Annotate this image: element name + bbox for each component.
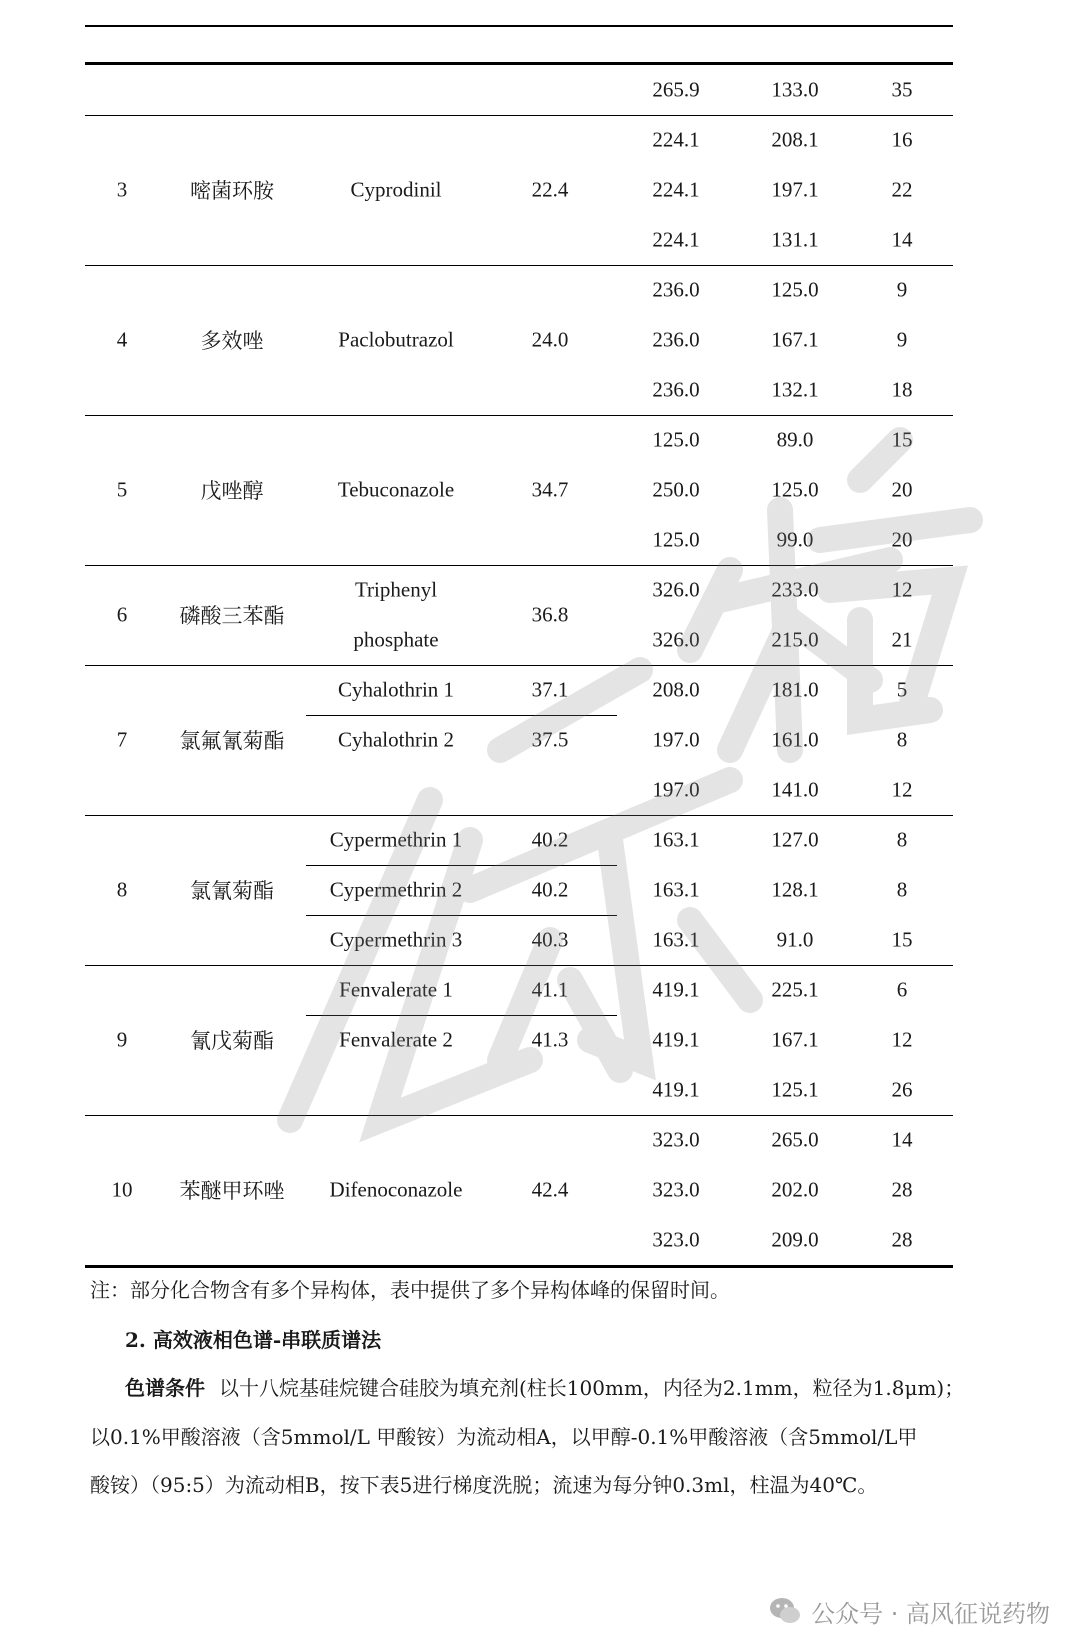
retention-time: 36.8 <box>531 602 569 627</box>
collision-energy: 6 <box>896 977 908 1002</box>
compound-name-en: Paclobutrazol <box>338 327 454 352</box>
row-divider <box>85 415 953 416</box>
compound-number: 4 <box>116 327 128 352</box>
retention-time: 22.4 <box>531 177 569 202</box>
product-ion: 167.1 <box>771 327 819 352</box>
compound-name-cn: 多效唑 <box>200 329 264 353</box>
chromatography-line-3: 酸铵）（95:5）为流动相B，按下表5进行梯度洗脱；流速为每分钟0.3ml，柱温为40℃。 <box>90 1473 878 1497</box>
product-ion: 208.1 <box>771 127 819 152</box>
row-divider <box>85 265 953 266</box>
row-divider <box>85 565 953 566</box>
isomer-divider <box>306 715 617 716</box>
precursor-ion: 163.1 <box>652 927 700 952</box>
compound-name-en: Cyprodinil <box>350 177 442 202</box>
retention-time: 42.4 <box>531 1177 569 1202</box>
product-ion: 125.0 <box>771 477 819 502</box>
product-ion: 128.1 <box>771 877 819 902</box>
product-ion: 225.1 <box>771 977 819 1002</box>
collision-energy: 12 <box>891 1027 913 1052</box>
retention-time: 40.2 <box>531 877 569 902</box>
compound-name-en: phosphate <box>353 627 439 652</box>
precursor-ion: 236.0 <box>652 327 700 352</box>
compound-name-en: Tebuconazole <box>337 477 455 502</box>
collision-energy: 28 <box>891 1227 913 1252</box>
compound-name-en: Cyhalothrin 1 <box>337 677 455 702</box>
product-ion: 161.0 <box>771 727 819 752</box>
compound-number: 8 <box>116 877 128 902</box>
table-note: 注：部分化合物含有多个异构体，表中提供了多个异构体峰的保留时间。 <box>90 1278 730 1302</box>
watermark-stamp <box>170 420 990 1190</box>
table-top-rule <box>85 62 953 65</box>
precursor-ion: 323.0 <box>652 1127 700 1152</box>
compound-number: 6 <box>116 602 128 627</box>
retention-time: 40.3 <box>531 927 569 952</box>
product-ion: 167.1 <box>771 1027 819 1052</box>
collision-energy: 9 <box>896 327 908 352</box>
collision-energy: 15 <box>891 427 913 452</box>
isomer-divider <box>306 915 617 916</box>
collision-energy: 22 <box>891 177 913 202</box>
collision-energy: 14 <box>891 1127 913 1152</box>
compound-name-cn: 苯醚甲环唑 <box>179 1179 285 1203</box>
row-divider <box>85 665 953 666</box>
collision-energy: 8 <box>896 877 908 902</box>
precursor-ion: 208.0 <box>652 677 700 702</box>
precursor-ion: 125.0 <box>652 527 700 552</box>
retention-time: 24.0 <box>531 327 569 352</box>
precursor-ion: 323.0 <box>652 1227 700 1252</box>
section-heading: 2. 高效液相色谱-串联质谱法 <box>125 1328 382 1352</box>
product-ion: 91.0 <box>776 927 814 952</box>
compound-name-en: Cyhalothrin 2 <box>337 727 455 752</box>
table-bottom-rule <box>85 1265 953 1268</box>
row-divider <box>85 1115 953 1116</box>
precursor-ion: 224.1 <box>652 127 700 152</box>
product-ion: 132.1 <box>771 377 819 402</box>
isomer-divider <box>306 865 617 866</box>
product-ion: 125.1 <box>771 1077 819 1102</box>
chromatography-line-1 <box>125 1372 964 1401</box>
precursor-ion: 419.1 <box>652 1027 700 1052</box>
collision-energy: 20 <box>891 477 913 502</box>
compound-number: 3 <box>116 177 128 202</box>
compound-name-cn: 氯氟氰菊酯 <box>179 729 285 753</box>
retention-time: 41.3 <box>531 1027 569 1052</box>
product-ion: 181.0 <box>771 677 819 702</box>
compound-name-en: Fenvalerate 1 <box>339 977 453 1002</box>
compound-name-en: Cypermethrin 1 <box>329 827 463 852</box>
precursor-ion: 224.1 <box>652 227 700 252</box>
precursor-ion: 323.0 <box>652 1177 700 1202</box>
compound-name-en: Difenoconazole <box>329 1177 463 1202</box>
retention-time: 40.2 <box>531 827 569 852</box>
precursor-ion: 419.1 <box>652 1077 700 1102</box>
precursor-ion: 419.1 <box>652 977 700 1002</box>
product-ion: 209.0 <box>771 1227 819 1252</box>
compound-name-cn: 磷酸三苯酯 <box>179 604 285 628</box>
precursor-ion: 250.0 <box>652 477 700 502</box>
collision-energy: 8 <box>896 727 908 752</box>
product-ion: 202.0 <box>771 1177 819 1202</box>
row-divider <box>85 815 953 816</box>
isomer-divider <box>306 1015 617 1016</box>
wechat-text: 公众号 · 高风征说药物 <box>811 1599 1050 1628</box>
compound-name-en: Fenvalerate 2 <box>339 1027 453 1052</box>
collision-energy: 16 <box>891 127 913 152</box>
precursor-ion: 163.1 <box>652 827 700 852</box>
collision-energy: 26 <box>891 1077 913 1102</box>
compound-number: 9 <box>116 1027 128 1052</box>
product-ion: 215.0 <box>771 627 819 652</box>
retention-time: 34.7 <box>531 477 569 502</box>
wechat-icon <box>767 1593 803 1629</box>
collision-energy: 28 <box>891 1177 913 1202</box>
collision-energy: 15 <box>891 927 913 952</box>
product-ion: 127.0 <box>771 827 819 852</box>
collision-energy: 8 <box>896 827 908 852</box>
product-ion: 265.0 <box>771 1127 819 1152</box>
collision-energy: 9 <box>896 277 908 302</box>
precursor-ion: 265.9 <box>652 77 700 102</box>
wechat-badge <box>767 1593 1050 1629</box>
retention-time: 41.1 <box>531 977 569 1002</box>
precursor-ion: 236.0 <box>652 377 700 402</box>
collision-energy: 35 <box>891 77 913 102</box>
collision-energy: 14 <box>891 227 913 252</box>
precursor-ion: 326.0 <box>652 627 700 652</box>
top-rule <box>85 25 953 27</box>
precursor-ion: 163.1 <box>652 877 700 902</box>
compound-name-cn: 氯氰菊酯 <box>190 879 274 903</box>
compound-number: 7 <box>116 727 128 752</box>
collision-energy: 5 <box>896 677 908 702</box>
product-ion: 125.0 <box>771 277 819 302</box>
row-divider <box>85 115 953 116</box>
precursor-ion: 197.0 <box>652 777 700 802</box>
collision-energy: 12 <box>891 777 913 802</box>
compound-number: 5 <box>116 477 128 502</box>
collision-energy: 21 <box>891 627 913 652</box>
collision-energy: 12 <box>891 577 913 602</box>
retention-time: 37.1 <box>531 677 569 702</box>
product-ion: 89.0 <box>776 427 814 452</box>
product-ion: 99.0 <box>776 527 814 552</box>
collision-energy: 18 <box>891 377 913 402</box>
compound-number: 10 <box>111 1177 133 1202</box>
chromatography-label: 色谱条件 <box>125 1376 205 1400</box>
precursor-ion: 236.0 <box>652 277 700 302</box>
compound-name-cn: 戊唑醇 <box>200 479 264 503</box>
product-ion: 197.1 <box>771 177 819 202</box>
precursor-ion: 224.1 <box>652 177 700 202</box>
collision-energy: 20 <box>891 527 913 552</box>
compound-name-en: Cypermethrin 2 <box>329 877 463 902</box>
product-ion: 133.0 <box>771 77 819 102</box>
row-divider <box>85 965 953 966</box>
product-ion: 131.1 <box>771 227 819 252</box>
precursor-ion: 326.0 <box>652 577 700 602</box>
product-ion: 233.0 <box>771 577 819 602</box>
compound-name-en: Cypermethrin 3 <box>329 927 463 952</box>
compound-name-cn: 嘧菌环胺 <box>190 179 274 203</box>
precursor-ion: 125.0 <box>652 427 700 452</box>
compound-name-en: Triphenyl <box>354 577 438 602</box>
product-ion: 141.0 <box>771 777 819 802</box>
chromatography-text-1: 以十八烷基硅烷键合硅胶为填充剂(柱长100mm，内径为2.1mm，粒径为1.8μm)； <box>219 1376 965 1400</box>
compound-name-cn: 氰戊菊酯 <box>190 1029 274 1053</box>
chromatography-line-2: 以0.1%甲酸溶液（含5mmol/L 甲酸铵）为流动相A，以甲醇-0.1%甲酸溶液（含5mmol/L甲 <box>90 1425 918 1449</box>
precursor-ion: 197.0 <box>652 727 700 752</box>
retention-time: 37.5 <box>531 727 569 752</box>
